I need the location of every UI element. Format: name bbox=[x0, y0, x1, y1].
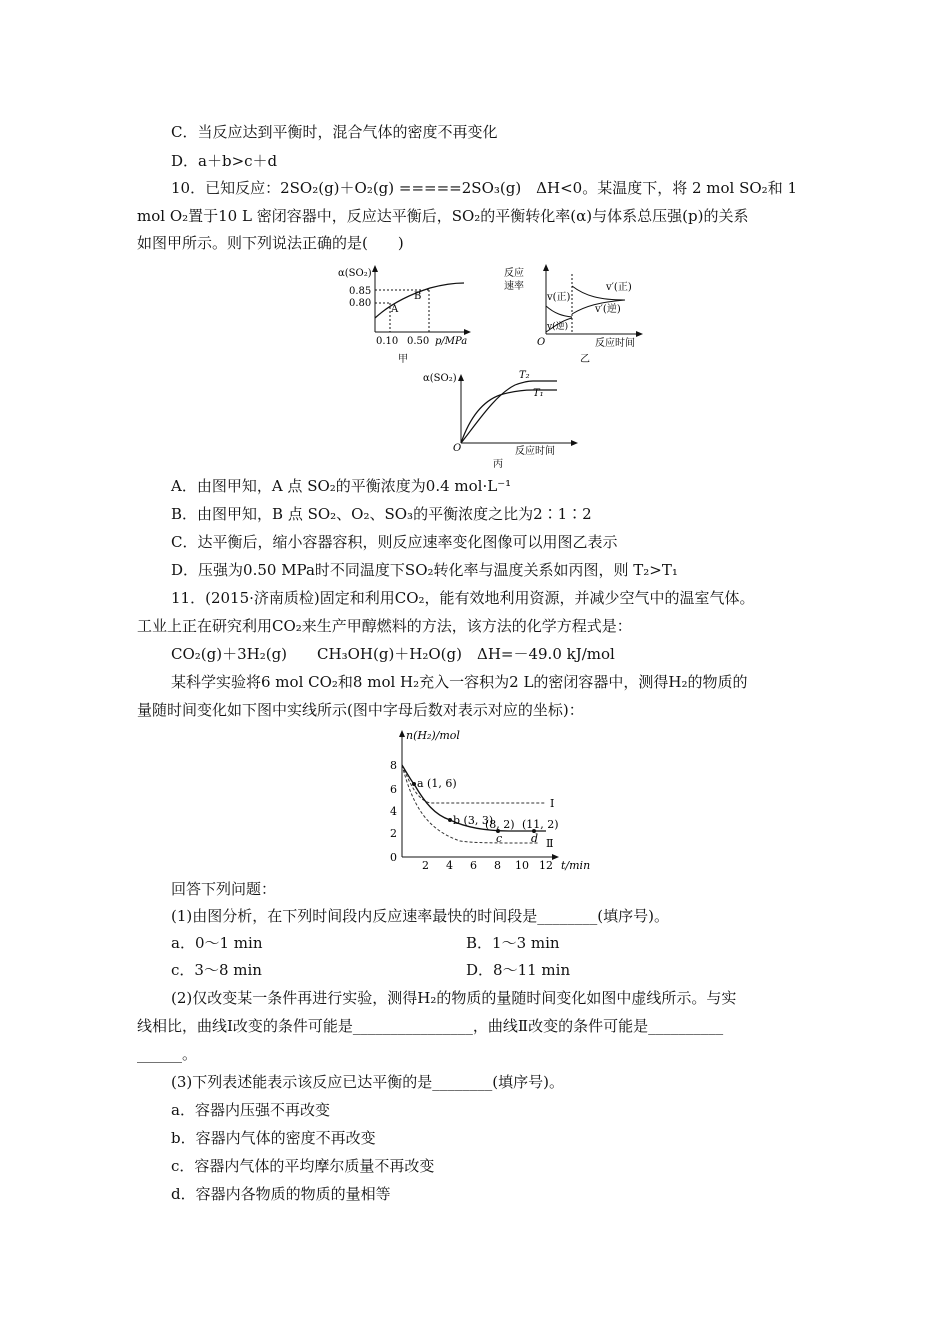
h2-xtick-8: 8 bbox=[494, 859, 501, 872]
yi-y-arrow bbox=[543, 264, 549, 271]
jia-caption: 甲 bbox=[398, 354, 408, 365]
q10-option-a: A．由图甲知，A 点 SO₂的平衡浓度为0.4 mol·L⁻¹ bbox=[171, 477, 512, 495]
q11-part2-line3: ______。 bbox=[137, 1045, 198, 1063]
h2-point-b bbox=[448, 818, 452, 822]
jia-x-arrow bbox=[464, 329, 471, 335]
h2-ytick-4: 4 bbox=[390, 805, 397, 818]
h2-label-d: d bbox=[531, 832, 539, 845]
h2-label-curve-2: Ⅱ bbox=[546, 837, 554, 850]
jia-xtick-010: 0.10 bbox=[376, 336, 399, 347]
bing-label-t1: T₁ bbox=[533, 388, 544, 399]
q11-stem-line2: 工业上正在研究利用CO₂来生产甲醇燃料的方法，该方法的化学方程式是： bbox=[137, 617, 632, 635]
q10-stem-line2: mol O₂置于10 L 密闭容器中，反应达平衡后，SO₂的平衡转化率(α)与体系总压强(p)的关系 bbox=[137, 207, 749, 225]
h2-label-d-coord: (11, 2) bbox=[522, 818, 559, 831]
q11-part3-option-b: b．容器内气体的密度不再改变 bbox=[171, 1129, 376, 1147]
q11-answer-intro: 回答下列问题： bbox=[171, 880, 277, 898]
q11-part3-option-d: d．容器内各物质的物质的量相等 bbox=[171, 1185, 391, 1203]
q11-part3-option-a: a．容器内压强不再改变 bbox=[171, 1101, 330, 1119]
h2-xtick-6: 6 bbox=[470, 859, 477, 872]
figure-h2-graph bbox=[360, 725, 600, 873]
q11-part1-option-d: D．8～11 min bbox=[466, 961, 571, 979]
jia-xunit: p/MPa bbox=[435, 336, 468, 347]
h2-label-curve-1: Ⅰ bbox=[550, 797, 555, 810]
q11-equation: CO₂(g)＋3H₂(g) CH₃OH(g)＋H₂O(g) ΔH=－49.0 kJ/mol bbox=[171, 645, 615, 663]
yi-label-vrev: v(逆) bbox=[547, 322, 569, 332]
h2-ytick-6: 6 bbox=[390, 783, 397, 796]
h2-xtick-2: 2 bbox=[422, 859, 429, 872]
h2-xtick-12: 12 bbox=[539, 859, 553, 872]
jia-ytick-085: 0.85 bbox=[349, 286, 372, 297]
jia-ylabel: α(SO₂) bbox=[338, 268, 372, 279]
q11-part3-option-c: c．容器内气体的平均摩尔质量不再改变 bbox=[171, 1157, 435, 1175]
bing-label-t2: T₂ bbox=[519, 370, 530, 381]
q10-option-b: B．由图甲知，B 点 SO₂、O₂、SO₃的平衡浓度之比为2∶1∶2 bbox=[171, 505, 592, 523]
h2-ytick-8: 8 bbox=[390, 759, 397, 772]
h2-point-a bbox=[412, 782, 416, 786]
yi-origin: O bbox=[537, 337, 546, 348]
jia-point-a: A bbox=[391, 304, 399, 315]
q11-experiment-line1: 某科学实验将6 mol CO₂和8 mol H₂充入一容积为2 L的密闭容器中，测得H₂的物质的 bbox=[171, 673, 748, 691]
bing-ylabel: α(SO₂) bbox=[423, 373, 457, 384]
h2-x-arrow bbox=[552, 854, 559, 860]
yi-ylabel-2: 速率 bbox=[504, 281, 524, 292]
yi-caption: 乙 bbox=[580, 354, 590, 365]
q9-option-c: C．当反应达到平衡时，混合气体的密度不再变化 bbox=[171, 123, 498, 141]
h2-ytick-2: 2 bbox=[390, 827, 397, 840]
jia-ytick-080: 0.80 bbox=[349, 298, 372, 309]
yi-label-v2fwd: v′(正) bbox=[606, 282, 632, 293]
bing-xlabel: 反应时间 bbox=[515, 446, 555, 457]
yi-xlabel: 反应时间 bbox=[595, 338, 635, 349]
h2-xlabel: t/min bbox=[561, 859, 591, 872]
figure-jia bbox=[330, 262, 480, 370]
bing-origin: O bbox=[453, 443, 462, 454]
bing-x-arrow bbox=[571, 440, 578, 446]
jia-point-b: B bbox=[414, 291, 422, 302]
q11-part2-line2: 线相比，曲线Ⅰ改变的条件可能是________________，曲线Ⅱ改变的条件可能是__________ bbox=[137, 1017, 724, 1035]
q11-part2-line1: (2)仅改变某一条件再进行实验，测得H₂的物质的量随时间变化如图中虚线所示。与实 bbox=[171, 989, 737, 1007]
yi-curve-fwd-before bbox=[546, 306, 572, 317]
q10-stem-line3: 如图甲所示。则下列说法正确的是( ) bbox=[137, 234, 404, 252]
q10-stem-line1: 10．已知反应：2SO₂(g)＋O₂(g) =====2SO₃(g) ΔH<0。某温度下，将 2 mol SO₂和 1 bbox=[171, 179, 798, 197]
h2-label-b: b (3, 3) bbox=[453, 814, 494, 827]
yi-ylabel-1: 反应 bbox=[504, 268, 524, 279]
h2-label-a: a (1, 6) bbox=[417, 777, 457, 790]
q10-option-d: D．压强为0.50 MPa时不同温度下SO₂转化率与温度关系如丙图，则 T₂>T₁ bbox=[171, 561, 678, 579]
h2-label-c: c bbox=[496, 832, 503, 845]
jia-y-arrow bbox=[372, 265, 378, 272]
q11-part1: (1)由图分析，在下列时间段内反应速率最快的时间段是________(填序号)。 bbox=[171, 907, 669, 925]
figure-yi bbox=[500, 262, 660, 370]
h2-y-arrow bbox=[399, 730, 405, 737]
bing-caption: 丙 bbox=[493, 459, 503, 470]
q10-option-c: C．达平衡后，缩小容器容积，则反应速率变化图像可以用图乙表示 bbox=[171, 533, 618, 551]
h2-xtick-10: 10 bbox=[515, 859, 529, 872]
h2-ylabel: n(H₂)/mol bbox=[406, 729, 460, 742]
q11-part3: (3)下列表述能表示该反应已达平衡的是________(填序号)。 bbox=[171, 1073, 564, 1091]
q11-part1-option-c: c．3～8 min bbox=[171, 961, 262, 979]
q9-option-d: D．a＋b>c＋d bbox=[171, 152, 278, 170]
q11-part1-option-b: B．1～3 min bbox=[466, 934, 560, 952]
q11-experiment-line2: 量随时间变化如下图中实线所示(图中字母后数对表示对应的坐标)： bbox=[137, 701, 584, 719]
h2-ytick-0: 0 bbox=[390, 851, 397, 864]
jia-xtick-050: 0.50 bbox=[407, 336, 430, 347]
h2-xtick-4: 4 bbox=[446, 859, 453, 872]
yi-label-vfwd: v(正) bbox=[547, 292, 571, 303]
q11-stem-line1: 11．(2015·济南质检)固定和利用CO₂，能有效地利用资源，并减少空气中的温室气体。 bbox=[171, 589, 755, 607]
q11-part1-option-a: a．0～1 min bbox=[171, 934, 263, 952]
bing-y-arrow bbox=[458, 374, 464, 381]
yi-x-arrow bbox=[636, 331, 643, 337]
h2-label-c-coord: (8, 2) bbox=[485, 818, 515, 831]
figure-bing bbox=[415, 365, 585, 470]
yi-label-v2rev: v′(逆) bbox=[595, 304, 621, 315]
